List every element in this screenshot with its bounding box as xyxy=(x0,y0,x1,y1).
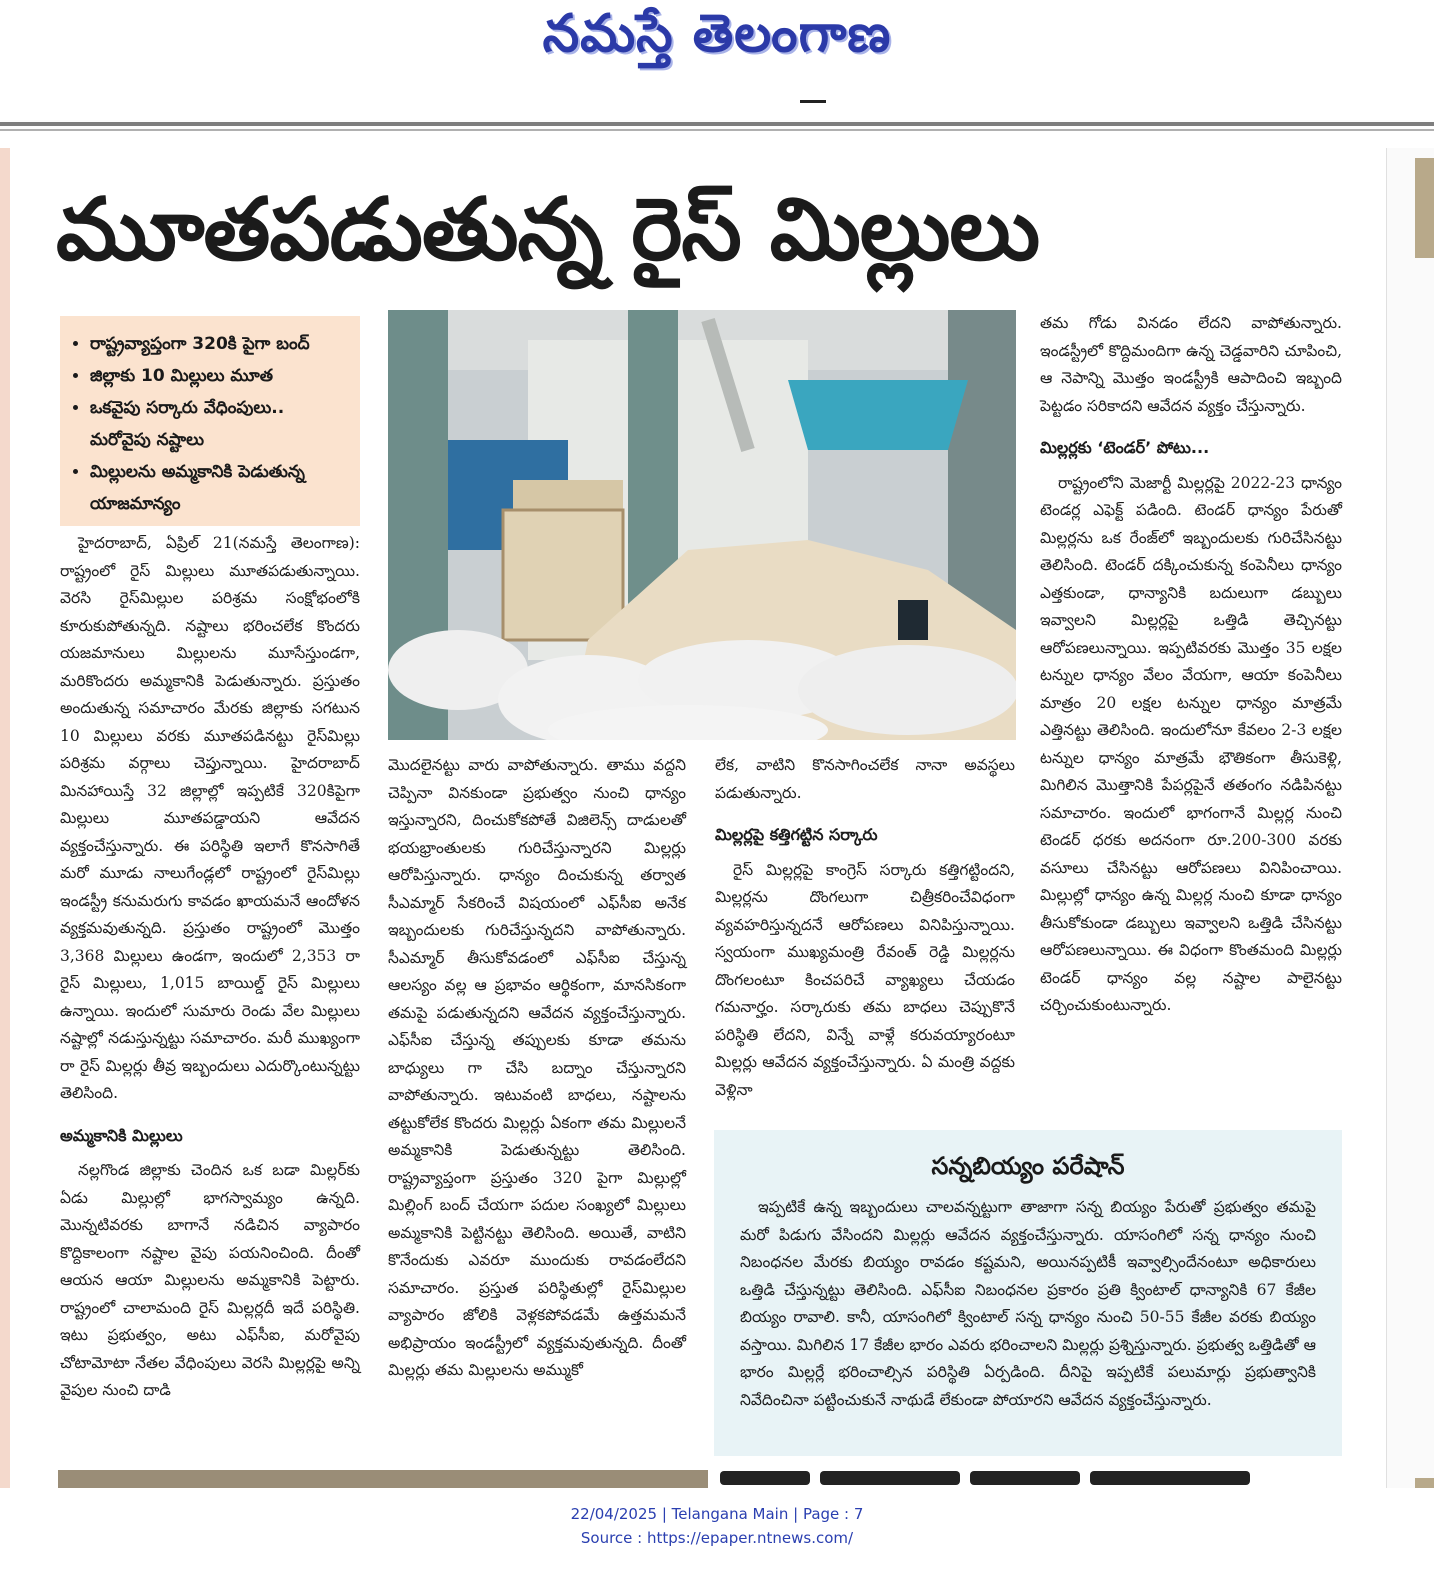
sidebar-box-title: సన్నబియ్యం పరేషాన్ xyxy=(931,1152,1125,1180)
article-paragraph: రైస్ మిల్లర్లపై కాంగ్రెస్ సర్కారు కత్తిగట్టిందని, మిల్లర్లను దొంగలుగా చిత్రీకరించేవిధంగా వ్యవహరిస్తున్నదనే ఆరోపణలు వినిపిస్తున్నాయి. స్వయంగా ముఖ్యమంత్రి రేవంత్ రెడ్డి మిల్లర్లను దొంగలంటూ కించపరిచే వ్యాఖ్యలు చేయడం గమనార్హం. సర్కారుకు తమ బాధలు చెప్పుకొనే పరిస్థితి లేదని, విన్నే వాళ్లే కరువయ్యారంటూ మిల్లర్లు ఆవేదన వ్యక్తంచేస్తున్నారు. ఏ మంత్రి వద్దకు వెళ్లినా xyxy=(715,860,1015,1099)
article-paragraph: రాష్ట్రంలోని మెజార్టీ మిల్లర్లపై 2022-23 ధాన్యం టెండర్ల ఎఫెక్ట్ పడింది. టెండర్ ధాన్యం పేరుతో మిల్లర్లను ఒక రేంజ్‌లో ఇబ్బందులకు గురిచేసినట్టు తెలిసింది. టెండర్ దక్కించుకున్న కంపెనీలు ధాన్యం ఎత్తకుండా, ధాన్యానికి బదులుగా డబ్బులు ఇవ్వాలని మిల్లర్లపై ఒత్తిడి తెచ్చినట్టు ఆరోపణలున్నాయి. ఇప్పటివరకు మొత్తం 35 లక్షల టన్నుల ధాన్యం వేలం వేయగా, ఆయా కంపెనీలు మాత్రం 20 లక్షల టన్నుల ధాన్యం మాత్రమే ఎత్తినట్టు తెలిసింది. ఇందులోనూ కేవలం 2-3 లక్షల టన్నుల ధాన్యం మాత్రమే భౌతికంగా తీసుకెళ్లి, మిగిలిన మొత్తానికి పేపర్లపైనే తతంగం నడిపినట్టు సమాచారం. ఇందులో భాగంగానే మిల్లర్ల నుంచి టెండర్ ధరకు అదనంగా రూ.200-300 వరకు వసూలు చేసినట్టు ఆరోపణలు వినిపించాయి. మిల్లుల్లో ధాన్యం ఉన్న మిల్లర్ల నుంచి కూడా ధాన్యం తీసుకోకుండా డబ్బులు ఇవ్వాలని ఒత్తిడి చేసినట్టు ఆరోపణలున్నాయి. ఈ విధంగా కొంతమంది మిల్లర్లు టెండర్ ధాన్యం వల్ల నష్టాల పాలైనట్టు చర్చించుకుంటున్నారు. xyxy=(1040,473,1342,1014)
article-paragraph: మొదలైనట్టు వారు వాపోతున్నారు. తాము వద్దని చెప్పినా వినకుండా ప్రభుత్వం నుంచి ధాన్యం ఇస్తున్నారని, దించుకోకపోతే విజిలెన్స్ దాడులతో భయభ్రాంతులకు గురిచేస్తున్నారని మిల్లర్లు ఆరోపిస్తున్నారు. ధాన్యం దించుకున్న తర్వాత సీఎమ్మార్ సేకరించే విషయంలో ఎఫ్‌సీఐ అనేక ఇబ్బందులకు గురిచేస్తున్నదని వాపోతున్నారు. సీఎమ్మార్ తీసుకోవడంలో ఎఫ్‌సీఐ చేస్తున్న ఆలస్యం వల్ల ఆ ప్రభావం ఆర్థికంగా, మానసికంగా తమపై పడుతున్నదని ఆవేదన వ్యక్తంచేస్తున్నారు. ఎఫ్‌సీఐ చేస్తున్న తప్పులకు కూడా తమను బాధ్యులు గా చేసి బద్నాం చేస్తున్నారని వాపోతున్నారు. ఇటువంటి బాధలు, నష్టాలను తట్టుకోలేక కొందరు మిల్లర్లు ఏకంగా తమ మిల్లులనే అమ్మకానికి పెడుతున్నట్టు తెలిసింది. రాష్ట్రవ్యాప్తంగా ప్రస్తుతం 320 పైగా మిల్లుల్లో మిల్లింగ్ బంద్ చేయగా పదుల సంఖ్యలో మిల్లులు అమ్మకానికి పెట్టినట్టు తెలిసింది. అయితే, వాటిని కొనేందుకు ఎవరూ ముందుకు రావడంలేదని సమాచారం. ప్రస్తుత పరిస్థితుల్లో రైస్‌మిల్లుల వ్యాపారం జోలికి వెళ్లకపోవడమే ఉత్తమమనే అభిప్రాయం ఇండస్ట్రీలో వ్యక్తమవుతున్నది. దీంతో మిల్లర్లు తమ మిల్లులను అమ్ముకో xyxy=(388,756,686,1379)
article-paragraph: హైదరాబాద్, ఏప్రిల్ 21(నమస్తే తెలంగాణ): రాష్ట్రంలో రైస్ మిల్లులు మూతపడుతున్నాయి. వెరసి రైస్‌మిల్లుల పరిశ్రమ సంక్షోభంలోకి కూరుకుపోతున్నది. నష్టాలు భరించలేక కొందరు యజమానులు మిల్లులను మూసేస్తుండగా, మరికొందరు అమ్మకానికి పెడుతున్నారు. ప్రస్తుతం అందుతున్న సమాచారం మేరకు జిల్లాకు సగటున 10 మిల్లులు వరకు మూతపడినట్టు రైస్‌మిల్లు పరిశ్రమ వర్గాలు చెప్తున్నాయి. హైదరాబాద్ మినహాయిస్తే 32 జిల్లాల్లో ఇప్పటికే 320కిపైగా మిల్లులు మూతపడ్డాయని ఆవేదన వ్యక్తంచేస్తున్నారు. ఈ పరిస్థితి ఇలాగే కొనసాగితే మరో మూడు నాలుగేండ్లలో రాష్ట్రంలో రైస్‌మిల్లు ఇండస్ట్రీ కనుమరుగు కావడం ఖాయమనే ఆందోళన వ్యక్తమవుతున్నది. ప్రస్తుతం రాష్ట్రంలో మొత్తం 3,368 మిల్లులు ఉండగా, ఇందులో 2,353 రా రైస్ మిల్లులు, 1,015 బాయిల్డ్ రైస్ మిల్లులు ఉన్నాయి. ఇందులో సుమారు రెండు వేల మిల్లులు నష్టాల్లో నడుస్తున్నట్టు సమాచారం. మరీ ముఖ్యంగా రా రైస్ మిల్లర్లు తీవ్ర ఇబ్బందులు ఎదుర్కొంటున్నట్టు తెలిసింది. xyxy=(60,534,360,1102)
highlight-item: • ఒకవైపు సర్కారు వేధింపులు.. మరోవైపు నష్టాలు xyxy=(90,392,350,456)
next-article-headline-cut xyxy=(720,1470,1350,1488)
masthead-tick xyxy=(800,100,826,103)
article-column-4 xyxy=(1040,310,1342,1020)
header-rule-thin xyxy=(0,129,1434,131)
subheading-mills-for-sale: అమ్మకానికి మిల్లులు xyxy=(60,1125,183,1145)
highlight-item: • మిల్లులను అమ్మకానికి పెడుతున్న యాజమాన్యం xyxy=(90,456,350,520)
highlight-item: • జిల్లాకు 10 మిల్లులు మూత xyxy=(90,360,350,392)
subheading-tender-blow: మిల్లర్లకు ‘టెండర్’ పోటు... xyxy=(1040,438,1210,457)
header-rule xyxy=(0,122,1434,126)
rice-mill-photo xyxy=(388,310,1016,740)
sidebar-box-text: ఇప్పటికే ఉన్న ఇబ్బందులు చాలవన్నట్టుగా తాజాగా సన్న బియ్యం పేరుతో ప్రభుత్వం తమపై మరో పిడుగు వేసిందని మిల్లర్లు ఆవేదన వ్యక్తంచేస్తున్నారు. యాసంగిలో సన్న ధాన్యం నుంచి నిబంధనల మేరకు బియ్యం రావడం కష్టమని, అయినప్పటికీ ఇవ్వాల్సిందేనంటూ అధికారులు ఒత్తిడి చేస్తున్నట్టు తెలిసింది. ఎఫ్‌సీఐ నిబంధనల ప్రకారం ప్రతి క్వింటాల్ ధాన్యానికి 67 కేజీల బియ్యం రావాలి. కానీ, యాసంగిలో క్వింటాల్ సన్న ధాన్యం నుంచి 50-55 కేజీల వరకు బియ్యం వస్తాయి. మిగిలిన 17 కేజీల భారం ఎవరు భరించాలని మిల్లర్లు ప్రశ్నిస్తున్నారు. ప్రభుత్వ ఒత్తిడితో ఆ భారం మిల్లర్లే భరించాల్సిన పరిస్థితి ఏర్పడింది. దీనిపై ఇప్పటికే పలుమార్లు ప్రభుత్వానికి నివేదించినా పట్టించుకునే నాథుడే లేకుండా పోయారని ఆవేదన వ్యక్తంచేస్తున్నారు. xyxy=(740,1198,1316,1409)
article-paragraph: తమ గోడు వినడం లేదని వాపోతున్నారు. ఇండస్ట్రీలో కొద్దిమందిగా ఉన్న చెడ్డవారిని చూపించి, ఆ నెపాన్ని మొత్తం ఇండస్ట్రీకి ఆపాదించి ఇబ్బంది పెట్టడం సరికాదని ఆవేదన వ్యక్తం చేస్తున్నారు. xyxy=(1040,314,1342,415)
article-paragraph: లేక, వాటిని కొనసాగించలేక నానా అవస్థలు పడుతున్నారు. xyxy=(715,756,1015,802)
masthead xyxy=(0,0,1434,112)
masthead-logo: నమస్తే తెలంగాణ xyxy=(542,4,892,64)
left-margin-strip xyxy=(0,148,10,1488)
highlight-item: • రాష్ట్రవ్యాప్తంగా 320కి పైగా బంద్ xyxy=(90,328,350,360)
adjacent-article-strip xyxy=(1386,148,1434,1488)
subheading-govt-targets-millers: మిల్లర్లపై కత్తిగట్టిన సర్కారు xyxy=(715,825,878,844)
article-paragraph: నల్లగొండ జిల్లాకు చెందిన ఒక బడా మిల్లర్‌కు ఏడు మిల్లుల్లో భాగస్వామ్యం ఉన్నది. మొన్నటివరకు బాగానే నడిచిన వ్యాపారం కొద్దికాలంగా నష్టాల వైపు పయనించింది. దీంతో ఆయన ఆయా మిల్లులను అమ్మకానికి పెట్టారు. రాష్ట్రంలో చాలామంది రైస్ మిల్లర్లదీ ఇదే పరిస్థితి. ఇటు ప్రభుత్వం, అటు ఎఫ్‌సీఐ, మరోవైపు చోటామోటా నేతల వేధింపులు వెరసి మిల్లర్లపై అన్ని వైపుల నుంచి దాడి xyxy=(60,1161,360,1399)
sidebar-box-fine-rice xyxy=(714,1130,1342,1456)
article-column-1 xyxy=(60,530,360,1405)
footer-source-link[interactable]: Source : https://epaper.ntnews.com/ xyxy=(580,1529,854,1547)
highlights-box xyxy=(60,316,360,526)
article-column-3 xyxy=(715,752,1015,1104)
adjacent-photo-bottom xyxy=(1415,1478,1434,1488)
article-column-2 xyxy=(388,752,686,1385)
article-headline: మూతపడుతున్న రైస్ మిల్లులు xyxy=(56,180,1040,280)
rice-mill-illustration xyxy=(388,310,1016,740)
next-article-photo xyxy=(58,1470,708,1488)
page-footer xyxy=(0,1502,1434,1550)
adjacent-photo xyxy=(1415,158,1434,258)
footer-edition-info: 22/04/2025 | Telangana Main | Page : 7 xyxy=(570,1505,864,1523)
